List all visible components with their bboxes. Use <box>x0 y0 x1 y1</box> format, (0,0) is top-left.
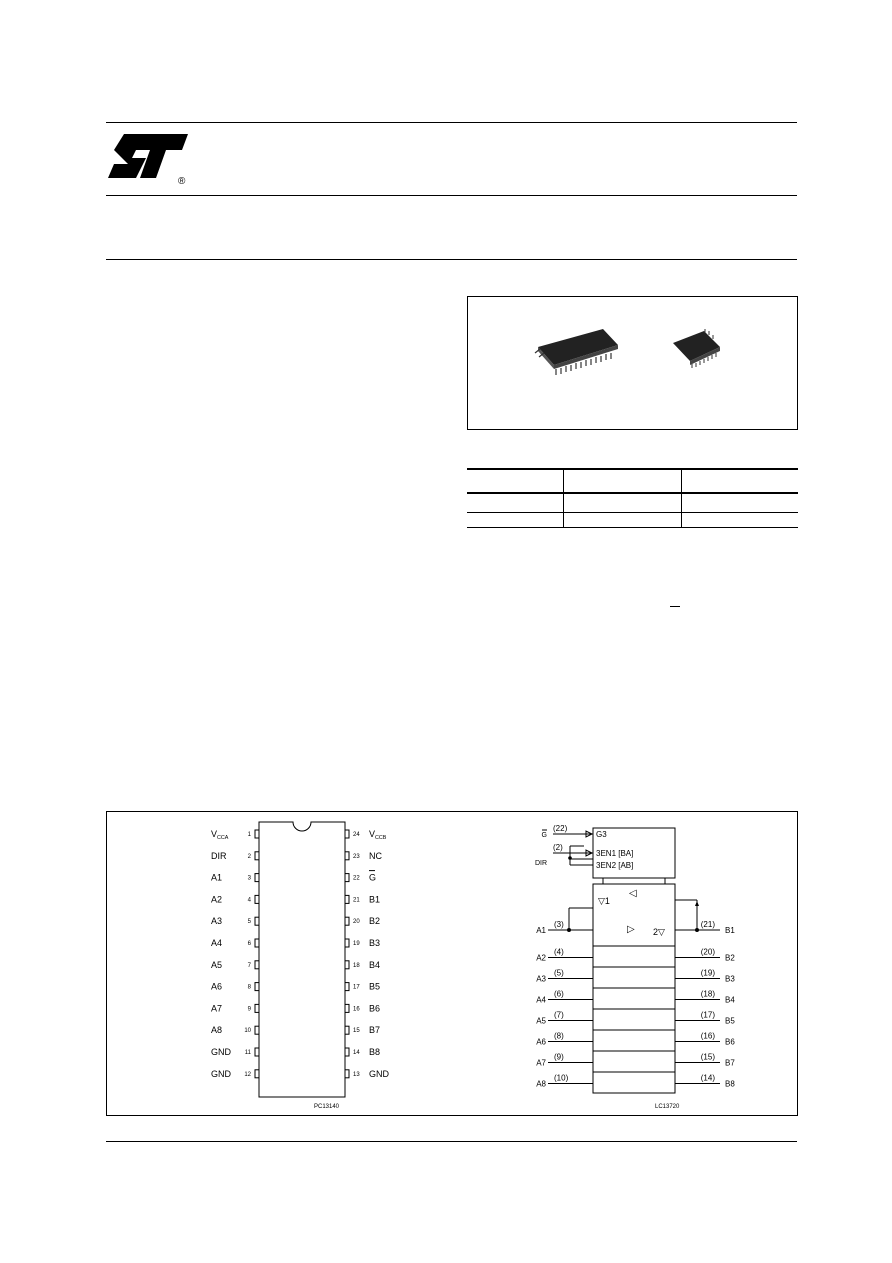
a-pin: (5) <box>554 968 564 978</box>
table-header-row <box>467 469 798 493</box>
logic-caption: LC13720 <box>655 1104 680 1110</box>
title-rule <box>106 259 797 260</box>
tssop24-package-image <box>673 329 720 368</box>
a-pin: (9) <box>554 1052 564 1062</box>
pin-label-left: A3 <box>211 916 223 927</box>
pin-number: 8 <box>247 984 251 991</box>
pin-label-right: B8 <box>369 1047 381 1057</box>
pin-lead <box>255 1004 259 1012</box>
pin-label-right: B1 <box>369 894 381 905</box>
control-pin: (22) <box>553 824 568 833</box>
pin-number: 13 <box>353 1071 360 1078</box>
inner-right-label: 2▽ <box>653 927 665 937</box>
pin-number: 9 <box>247 1006 251 1013</box>
pin-label-right: B2 <box>369 916 381 927</box>
b-pin: (16) <box>700 1031 715 1041</box>
pin-number: 4 <box>247 897 251 904</box>
control-signal: DIR <box>534 860 547 867</box>
pin-label-right: B3 <box>369 938 381 948</box>
pin-label-left: GND <box>211 1068 231 1079</box>
pin-lead <box>255 874 259 882</box>
figure-svg <box>107 812 797 1115</box>
pin-lead <box>255 983 259 991</box>
pinout-diagram <box>211 822 390 1097</box>
pin-number: 18 <box>353 962 360 969</box>
pin-number: 1 <box>247 832 251 838</box>
pin-label-right: $V_{CCB}$ <box>369 829 387 841</box>
pin-number: 10 <box>244 1028 251 1035</box>
pin-lead <box>255 830 259 838</box>
pin-lead <box>255 917 259 925</box>
pin-number: 22 <box>353 875 360 882</box>
pin-label-left: A1 <box>211 872 223 883</box>
b-signal: B5 <box>725 1016 735 1026</box>
a-signal: A6 <box>536 1037 546 1047</box>
pin-number: 16 <box>353 1006 360 1013</box>
b-pin: (17) <box>700 1010 715 1020</box>
channel-cell <box>593 946 675 967</box>
pin-label-left: $V_{CCA}$ <box>211 829 229 841</box>
b-signal: B4 <box>725 995 735 1005</box>
inner-left-label: ▽1 <box>598 896 610 906</box>
pin-number: 20 <box>353 919 360 926</box>
a-signal: A4 <box>536 995 546 1005</box>
a-pin: (4) <box>554 947 564 957</box>
package-illustrations <box>468 297 797 429</box>
pin-number: 17 <box>353 984 360 991</box>
pin-label-left: DIR <box>211 850 227 861</box>
logo-registered: ® <box>178 176 186 186</box>
pin-lead <box>345 830 349 838</box>
b-signal: B3 <box>725 974 735 984</box>
pin-label-right: B4 <box>369 959 381 970</box>
so24-package-image <box>535 329 618 375</box>
pin-lead <box>255 1048 259 1056</box>
st-logo <box>106 132 190 186</box>
pin-lead <box>345 895 349 903</box>
a-signal: A5 <box>536 1016 546 1026</box>
pin-label-left: A2 <box>211 894 223 905</box>
pin-number: 15 <box>353 1028 360 1035</box>
pin-lead <box>345 917 349 925</box>
a-pin: (3) <box>554 920 564 929</box>
pin-number: 12 <box>244 1071 251 1078</box>
pin-label-left: A4 <box>211 938 223 948</box>
pin-lead <box>345 961 349 969</box>
pin-number: 14 <box>353 1050 360 1056</box>
pin-lead <box>255 1070 259 1078</box>
arrow-right-mark: ▷ <box>627 924 635 935</box>
ic-body <box>259 822 345 1097</box>
pin-number: 2 <box>247 853 251 860</box>
channel-cell <box>593 967 675 988</box>
b-signal: B2 <box>725 953 735 963</box>
pin-lead <box>255 939 259 947</box>
pin-number: 5 <box>247 919 251 926</box>
pin-number: 23 <box>353 853 360 860</box>
pin-lead <box>345 874 349 882</box>
pin-label-right: B5 <box>369 981 381 992</box>
pin-lead <box>255 895 259 903</box>
control-pin: (2) <box>553 843 563 852</box>
pin-lead <box>345 1048 349 1056</box>
pin-label-right: B6 <box>369 1003 381 1014</box>
b-pin: (14) <box>700 1073 715 1083</box>
a-signal: A8 <box>536 1079 546 1089</box>
a-pin: (7) <box>554 1010 564 1020</box>
top-rule <box>106 122 797 123</box>
pin-label-left: A8 <box>211 1025 223 1036</box>
channel-cell <box>593 1051 675 1072</box>
a-signal: A7 <box>536 1058 546 1068</box>
pin-number: 7 <box>247 962 251 969</box>
arrow-left-mark: ◁ <box>629 888 637 899</box>
pin-label-right: G <box>369 872 377 883</box>
a-pin: (10) <box>554 1073 569 1083</box>
pin-label-left: GND <box>211 1047 231 1057</box>
b-signal: B7 <box>725 1058 735 1068</box>
pin-lead <box>345 983 349 991</box>
pin-number: 11 <box>244 1050 251 1056</box>
pin-lead <box>255 1026 259 1034</box>
b-signal: B8 <box>725 1079 735 1089</box>
pin-lead <box>345 1026 349 1034</box>
a-signal: A3 <box>536 974 546 984</box>
b-signal: B1 <box>725 926 735 935</box>
order-codes-table <box>467 468 798 528</box>
b-pin: (19) <box>700 968 715 978</box>
table-row <box>467 493 798 513</box>
control-signal: G <box>541 832 547 839</box>
control-label: 3EN1 [BA] <box>596 849 634 858</box>
a-pin: (8) <box>554 1031 564 1041</box>
control-label: 3EN2 [AB] <box>596 861 634 870</box>
b-pin: (20) <box>700 947 715 957</box>
pin-lead <box>345 939 349 947</box>
pin-label-right: GND <box>369 1068 389 1079</box>
overbar-mark <box>670 606 680 607</box>
pin-number: 6 <box>247 941 251 947</box>
pin-number: 21 <box>353 897 360 904</box>
pin-lead <box>255 961 259 969</box>
pin-lead <box>345 1070 349 1078</box>
channel-cell <box>593 1009 675 1030</box>
pin-lead <box>255 852 259 860</box>
logo-rule <box>106 195 797 196</box>
pin-lead <box>345 852 349 860</box>
pin-number: 19 <box>353 941 360 947</box>
pin-label-right: B7 <box>369 1025 381 1036</box>
pin-label-left: A5 <box>211 959 223 970</box>
pin-number: 3 <box>247 875 251 882</box>
a-signal: A2 <box>536 953 546 963</box>
channel-cell <box>593 1030 675 1051</box>
table-row <box>467 513 798 528</box>
channel-cell <box>593 1072 675 1093</box>
b-signal: B6 <box>725 1037 735 1047</box>
footer-rule <box>106 1141 797 1142</box>
package-box <box>467 296 798 430</box>
pin-label-left: A7 <box>211 1003 223 1014</box>
a-pin: (6) <box>554 989 564 999</box>
b-pin: (18) <box>700 989 715 999</box>
a-signal: A1 <box>536 926 546 935</box>
b-pin: (21) <box>700 920 715 929</box>
pin-label-left: A6 <box>211 981 223 992</box>
pin-connection-figure <box>106 811 798 1116</box>
b-pin: (15) <box>700 1052 715 1062</box>
logic-symbol <box>535 824 735 1093</box>
pin-number: 24 <box>353 832 360 838</box>
channel-cell <box>593 988 675 1009</box>
pin-lead <box>345 1004 349 1012</box>
pin-label-right: NC <box>369 850 382 861</box>
control-label: G3 <box>596 830 607 839</box>
pinout-caption: PC13140 <box>314 1104 340 1110</box>
